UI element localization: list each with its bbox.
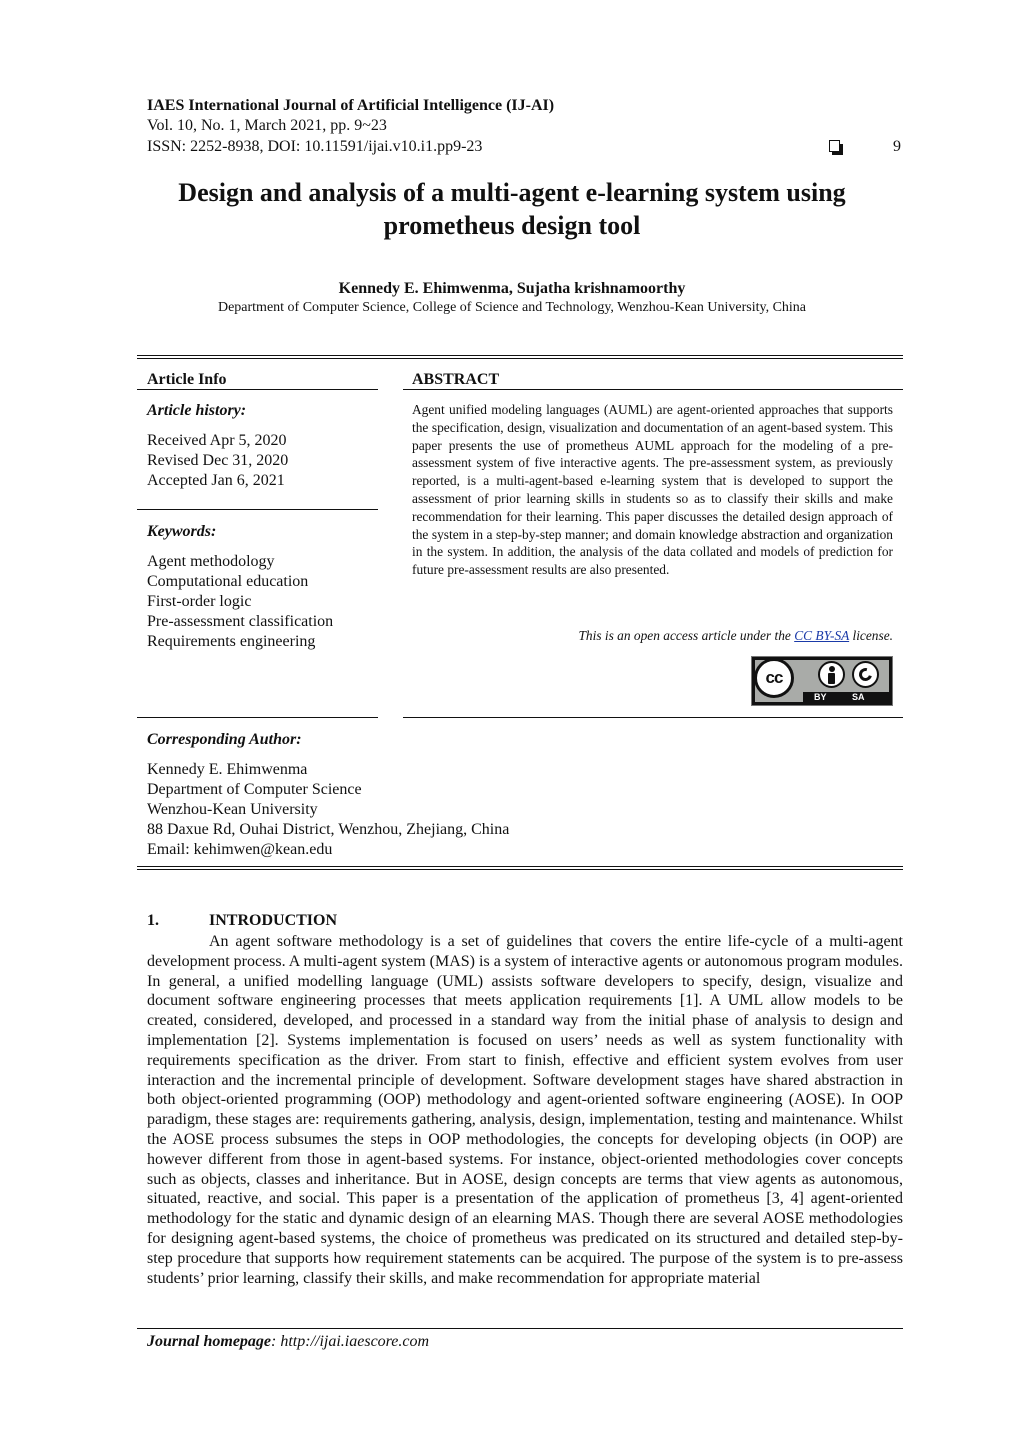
footer-divider — [137, 1328, 903, 1329]
sa-label: SA — [852, 692, 865, 702]
history-item: Received Apr 5, 2020 — [147, 432, 287, 449]
history-item: Revised Dec 31, 2020 — [147, 452, 289, 469]
authors: Kennedy E. Ehimwenma, Sujatha krishnamoorthy — [338, 280, 686, 297]
corresponding-author-heading: Corresponding Author: — [147, 731, 302, 748]
keywords-heading: Keywords: — [147, 523, 217, 540]
section-number: 1. — [147, 912, 159, 929]
keyword-item: Agent methodology — [147, 553, 275, 570]
cc-by-sa-badge[interactable] — [751, 656, 893, 706]
title-line-1: Design and analysis of a multi-agent e-learning system using — [178, 178, 846, 207]
divider — [137, 866, 903, 870]
homepage-url[interactable]: : http://ijai.iaescore.com — [271, 1333, 430, 1350]
abstract-heading: ABSTRACT — [412, 371, 500, 388]
open-access-suffix: license. — [849, 628, 893, 643]
history-item: Accepted Jan 6, 2021 — [147, 472, 285, 489]
journal-name: IAES International Journal of Artificial Intelligence (IJ-AI) — [147, 97, 555, 114]
abstract-text: Agent unified modeling languages (AUML) are agent-oriented approaches that supports the specification, design, visualization and documentation of an agent-based system. This paper presents the use of prometheus AUML approach for the modeling of a pre-assessment system of five interactive agents. The pre-assessment system, as previously reported, is a multi-agent-based e-learning system that is developed to support the assessment of prior learning skills in students so as to classify their skills and make recommendation for their learning. This paper discusses the detailed design approach of the system in a step-by-step manner; and domain knowledge abstraction and organization in the system. In addition, the analysis of the data collated and models of prediction for future pre-assessment results are also presented. — [412, 402, 893, 578]
corresponding-line: 88 Daxue Rd, Ouhai District, Wenzhou, Zhejiang, China — [147, 821, 510, 838]
keyword-item: Pre-assessment classification — [147, 613, 334, 630]
journal-homepage — [147, 1333, 429, 1351]
license-link[interactable]: CC BY-SA — [794, 628, 850, 643]
affiliation: Department of Computer Science, College of Science and Technology, Wenzhou-Kean University, China — [217, 300, 807, 315]
article-info-heading: Article Info — [147, 371, 227, 388]
corresponding-email: Email: kehimwen@kean.edu — [147, 841, 333, 858]
divider — [137, 355, 903, 359]
introduction-text: An agent software methodology is a set of guidelines that covers the entire life-cycle of a multi-agent development process. A multi-agent system (MAS) is a system of interactive agents or autonomous program modules. In general, a unified modelling language (UML) assists software developers to specify, design, visualize and document software engineering processes that meets application requirements [1]. A UML allow models to be created, considered, developed, and processed in a standard way from the initial phase of analysis to design and implementation [2]. Systems implementation is focused on users’ needs as well as system functionality with requirements specification as the driver. From start to finish, effective and efficient system evolves from user interaction and the incremental principle of development. Software development stages have shared abstraction in both object-oriented programming (OOP) methodology and agent-oriented software engineering (AOSE). In OOP paradigm, these stages are: requirements gathering, analysis, design, implementation, testing and maintenance. Whilst the AOSE process subsumes the steps in OOP methodologies, the concepts for developing objects (in OOP) are however different from those in agent-based systems. For instance, object-oriented methodologies cover concepts such as objects, classes and inheritance. But in AOSE, design concepts are terms that view agents as autonomous, situated, reactive, and social. This paper is a presentation of the application of prometheus [3, 4] agent-oriented methodology for the static and dynamic design of an elearning MAS. Though there are several AOSE methodologies for designing agent-based systems, the choice of prometheus was predicated on its structured and detailed step-by-step procedure that supports how requirement statements can be acquired. The purpose of the system is to pre-assess students’ prior learning, classify their skills, and make recommendation for appropriate material — [147, 933, 903, 1287]
open-access-prefix: This is an open access article under the — [578, 628, 795, 643]
corresponding-line: Kennedy E. Ehimwenma — [147, 761, 308, 778]
cc-icon: cc — [754, 658, 794, 698]
corresponding-author-block — [147, 760, 509, 860]
keyword-item: Requirements engineering — [147, 633, 316, 650]
paper-title — [120, 176, 904, 242]
corresponding-line: Department of Computer Science — [147, 781, 362, 798]
divider — [403, 717, 903, 718]
keywords-list — [147, 552, 333, 652]
divider — [403, 389, 903, 390]
attribution-icon — [818, 661, 845, 688]
keyword-item: Computational education — [147, 573, 309, 590]
square-icon — [829, 140, 840, 152]
corresponding-line: Wenzhou-Kean University — [147, 801, 318, 818]
article-history-heading: Article history: — [147, 402, 247, 419]
section-title: INTRODUCTION — [209, 912, 338, 929]
divider — [137, 717, 378, 718]
keyword-item: First-order logic — [147, 593, 252, 610]
homepage-label: Journal homepage — [147, 1333, 272, 1350]
divider — [137, 389, 378, 390]
share-alike-icon — [852, 661, 879, 688]
article-history-list — [147, 431, 288, 491]
page-number: 9 — [893, 138, 901, 155]
volume-info: Vol. 10, No. 1, March 2021, pp. 9~23 — [147, 117, 387, 134]
introduction-heading — [147, 912, 337, 930]
open-access-statement — [412, 628, 893, 644]
issn-doi: ISSN: 2252-8938, DOI: 10.11591/ijai.v10.i1.pp9-23 — [147, 138, 483, 155]
title-line-2: prometheus design tool — [383, 211, 641, 240]
divider — [137, 509, 378, 510]
by-label: BY — [814, 692, 827, 702]
